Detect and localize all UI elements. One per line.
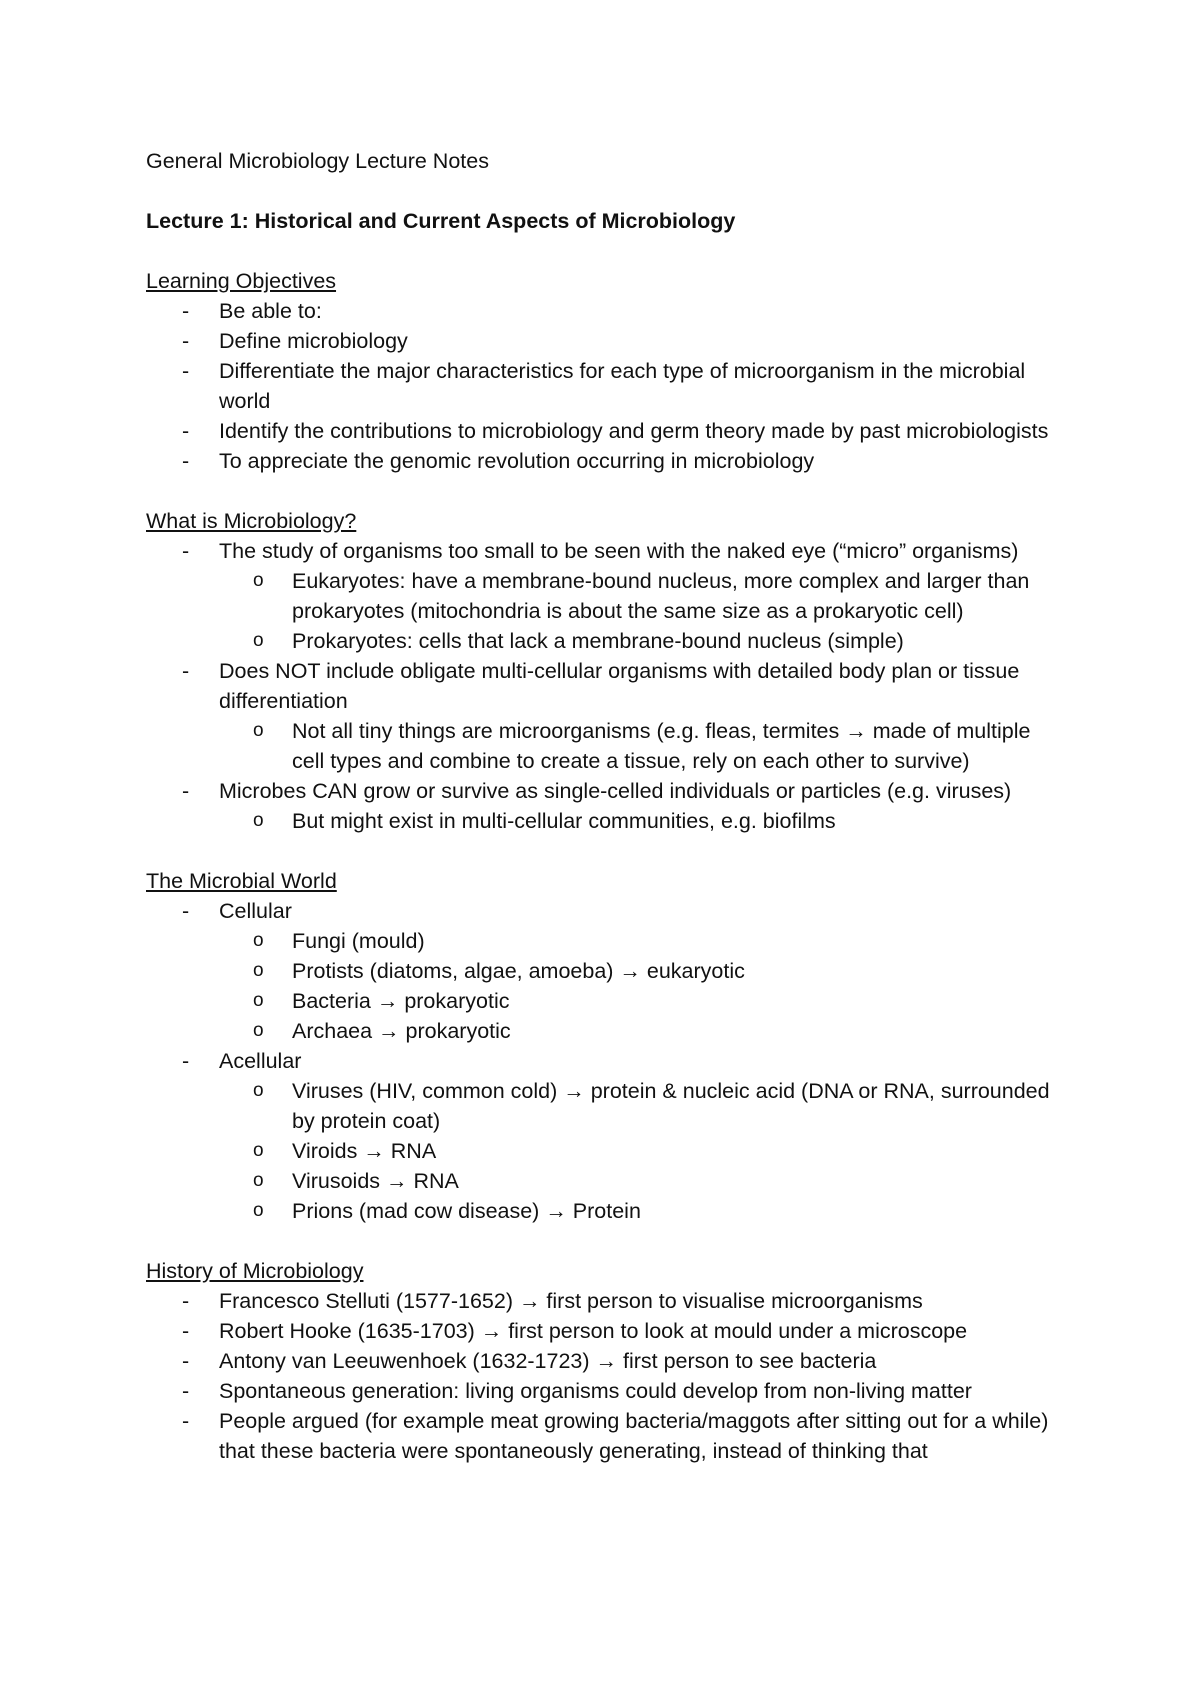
circle-bullet-icon: o — [253, 1170, 264, 1191]
sub-list-item-text: Fungi (mould) — [292, 929, 425, 953]
list-item-text: Define microbiology — [219, 329, 408, 353]
dash-bullet-icon: - — [182, 419, 190, 443]
dash-bullet-icon: - — [182, 779, 190, 803]
circle-bullet-icon: o — [253, 930, 264, 951]
sub-list-item — [219, 986, 1066, 1016]
dash-bullet-icon: - — [182, 1319, 190, 1343]
dash-bullet-icon: - — [182, 659, 190, 683]
section — [146, 866, 1066, 1226]
sub-bullet-list — [219, 566, 1066, 656]
section-heading: History of Microbiology — [146, 1259, 364, 1283]
lecture-heading: Lecture 1: Historical and Current Aspects of Microbiology — [146, 209, 736, 233]
dash-bullet-icon: - — [182, 1289, 190, 1313]
list-item-text: Spontaneous generation: living organisms could develop from non-living matter — [219, 1379, 972, 1403]
sub-list-item-text: Not all tiny things are microorganisms (e.g. fleas, termites → made of multiple cell types and combine to create a tissue, rely on each other to survive) — [292, 719, 1031, 773]
list-item — [146, 1406, 1066, 1466]
sub-list-item-text: Viruses (HIV, common cold) → protein & nucleic acid (DNA or RNA, surrounded by protein coat) — [292, 1079, 1050, 1133]
dash-bullet-icon: - — [182, 899, 190, 923]
sub-list-item — [219, 716, 1066, 776]
list-item — [146, 1046, 1066, 1226]
sub-list-item — [219, 1166, 1066, 1196]
bullet-list — [146, 296, 1066, 476]
circle-bullet-icon: o — [253, 1080, 264, 1101]
list-item — [146, 776, 1066, 836]
list-item-text: Identify the contributions to microbiology and germ theory made by past microbiologists — [219, 419, 1049, 443]
sub-bullet-list — [219, 1076, 1066, 1226]
list-item — [146, 536, 1066, 656]
list-item-text: Differentiate the major characteristics for each type of microorganism in the microbial world — [219, 359, 1026, 413]
list-item — [146, 416, 1066, 446]
sub-list-item — [219, 566, 1066, 626]
list-item-text: The study of organisms too small to be seen with the naked eye (“micro” organisms) — [219, 539, 1019, 563]
circle-bullet-icon: o — [253, 720, 264, 741]
section — [146, 266, 1066, 476]
dash-bullet-icon: - — [182, 449, 190, 473]
list-item — [146, 1346, 1066, 1376]
list-item — [146, 1316, 1066, 1346]
list-item — [146, 296, 1066, 326]
circle-bullet-icon: o — [253, 1140, 264, 1161]
sub-list-item — [219, 1076, 1066, 1136]
list-item-text: Francesco Stelluti (1577-1652) → first person to visualise microorganisms — [219, 1289, 923, 1313]
dash-bullet-icon: - — [182, 329, 190, 353]
list-item — [146, 656, 1066, 776]
list-item-text: Cellular — [219, 899, 292, 923]
sub-bullet-list — [219, 806, 1066, 836]
section-heading: Learning Objectives — [146, 269, 337, 293]
circle-bullet-icon: o — [253, 810, 264, 831]
sub-bullet-list — [219, 926, 1066, 1046]
sub-bullet-list — [219, 716, 1066, 776]
document-content — [146, 146, 1066, 1496]
section — [146, 506, 1066, 836]
list-item — [146, 356, 1066, 416]
sub-list-item — [219, 626, 1066, 656]
list-item — [146, 1286, 1066, 1316]
document-title: General Microbiology Lecture Notes — [146, 149, 489, 173]
dash-bullet-icon: - — [182, 539, 190, 563]
list-item-text: Be able to: — [219, 299, 322, 323]
sub-list-item-text: Protists (diatoms, algae, amoeba) → eukaryotic — [292, 959, 745, 983]
list-item — [146, 1376, 1066, 1406]
sub-list-item-text: Bacteria → prokaryotic — [292, 989, 510, 1013]
dash-bullet-icon: - — [182, 299, 190, 323]
section — [146, 1256, 1066, 1466]
dash-bullet-icon: - — [182, 1049, 190, 1073]
circle-bullet-icon: o — [253, 570, 264, 591]
circle-bullet-icon: o — [253, 1200, 264, 1221]
list-item-text: Microbes CAN grow or survive as single-celled individuals or particles (e.g. viruses) — [219, 779, 1012, 803]
sub-list-item — [219, 1136, 1066, 1166]
bullet-list — [146, 896, 1066, 1226]
list-item-text: People argued (for example meat growing bacteria/maggots after sitting out for a while) that these bacteria were spontaneously generating, instead of thinking that — [219, 1409, 1049, 1463]
sub-list-item-text: Eukaryotes: have a membrane-bound nucleus, more complex and larger than prokaryotes (mitochondria is about the same size as a prokaryotic cell) — [292, 569, 1030, 623]
list-item-text: Acellular — [219, 1049, 302, 1073]
sub-list-item — [219, 926, 1066, 956]
list-item-text: Antony van Leeuwenhoek (1632-1723) → first person to see bacteria — [219, 1349, 877, 1373]
sub-list-item-text: Archaea → prokaryotic — [292, 1019, 511, 1043]
sections-container — [146, 266, 1066, 1466]
list-item-text: To appreciate the genomic revolution occurring in microbiology — [219, 449, 815, 473]
section-heading: What is Microbiology? — [146, 509, 357, 533]
sub-list-item-text: Prions (mad cow disease) → Protein — [292, 1199, 641, 1223]
sub-list-item-text: Prokaryotes: cells that lack a membrane-bound nucleus (simple) — [292, 629, 904, 653]
sub-list-item-text: But might exist in multi-cellular communities, e.g. biofilms — [292, 809, 836, 833]
dash-bullet-icon: - — [182, 359, 190, 383]
sub-list-item-text: Virusoids → RNA — [292, 1169, 459, 1193]
sub-list-item — [219, 956, 1066, 986]
sub-list-item — [219, 1016, 1066, 1046]
bullet-list — [146, 536, 1066, 836]
list-item — [146, 896, 1066, 1046]
bullet-list — [146, 1286, 1066, 1466]
list-item — [146, 326, 1066, 356]
dash-bullet-icon: - — [182, 1349, 190, 1373]
circle-bullet-icon: o — [253, 960, 264, 981]
sub-list-item — [219, 1196, 1066, 1226]
circle-bullet-icon: o — [253, 1020, 264, 1041]
dash-bullet-icon: - — [182, 1409, 190, 1433]
dash-bullet-icon: - — [182, 1379, 190, 1403]
circle-bullet-icon: o — [253, 630, 264, 651]
circle-bullet-icon: o — [253, 990, 264, 1011]
list-item-text: Robert Hooke (1635-1703) → first person to look at mould under a microscope — [219, 1319, 968, 1343]
sub-list-item — [219, 806, 1066, 836]
list-item — [146, 446, 1066, 476]
list-item-text: Does NOT include obligate multi-cellular organisms with detailed body plan or tissue differentiation — [219, 659, 1020, 713]
section-heading: The Microbial World — [146, 869, 337, 893]
sub-list-item-text: Viroids → RNA — [292, 1139, 437, 1163]
